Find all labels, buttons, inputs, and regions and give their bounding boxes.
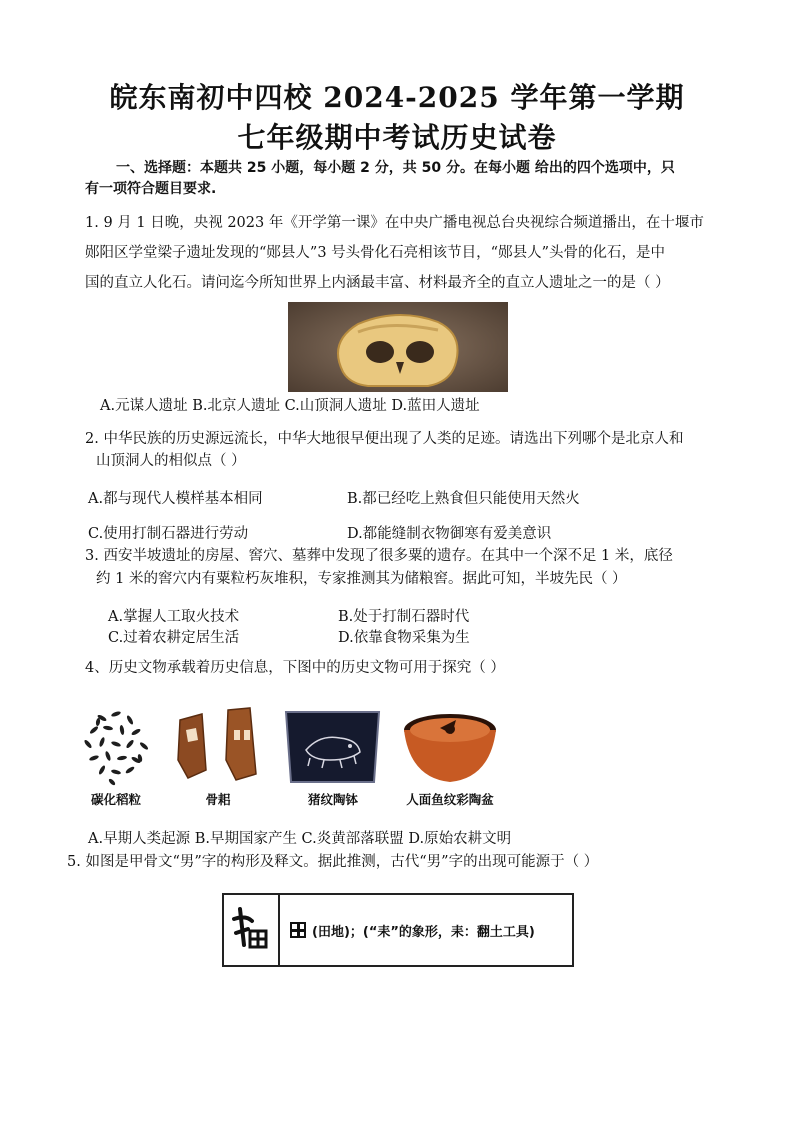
- q3-option-c: C.过着农耕定居生活: [108, 630, 240, 646]
- section-instruction-line1: 一、选择题：本题共 25 小题，每小题 2 分，共 50 分。在每小题 给出的四个选项中，只: [116, 160, 675, 176]
- q1-options: A.元谋人遗址 B.北京人遗址 C.山顶洞人遗址 D.蓝田人遗址: [100, 398, 480, 414]
- bone-spade-image: [172, 700, 264, 790]
- exam-title-line2: 七年级期中考试历史试卷: [237, 121, 557, 154]
- relic-caption-rice: 碳化稻粒: [90, 792, 141, 807]
- q2-option-c: C.使用打制石器进行劳动: [88, 526, 249, 542]
- q4-options: A.早期人类起源 B.早期国家产生 C.炎黄部落联盟 D.原始农耕文明: [88, 831, 512, 847]
- q2-option-b: B.都已经吃上熟食但只能使用天然火: [347, 491, 580, 507]
- oracle-nan-character-icon: [224, 895, 280, 965]
- pig-pattern-bowl-image: [280, 700, 385, 790]
- field-character-icon: [290, 922, 306, 938]
- q2-option-d: D.都能缝制衣物御寒有爱美意识: [347, 526, 552, 542]
- skull-fossil-photo: [288, 302, 508, 392]
- q2-stem-line2: 山顶洞人的相似点（ ）: [96, 453, 246, 469]
- exam-title-line1: 皖东南初中四校 2024-2025 学年第一学期: [109, 81, 685, 114]
- q4-stem: 4、历史文物承载着历史信息，下图中的历史文物可用于探究（ ）: [85, 660, 505, 676]
- relic-caption-pig-bowl: 猪纹陶钵: [307, 792, 358, 807]
- q1-stem-line1: 1. 9 月 1 日晚，央视 2023 年《开学第一课》在中央广播电视总台央视综合频道播出，在十堰市: [85, 215, 704, 231]
- q3-stem-line1: 3. 西安半坡遗址的房屋、窖穴、墓葬中发现了很多粟的遗存。在其中一个深不足 1 米，底径: [85, 548, 673, 564]
- q3-option-b: B.处于打制石器时代: [338, 609, 470, 625]
- relic-caption-painted-basin: 人面鱼纹彩陶盆: [406, 792, 494, 807]
- q2-option-a: A.都与现代人模样基本相同: [88, 491, 263, 507]
- q2-stem-line1: 2. 中华民族的历史源远流长，中华大地很早便出现了人类的足迹。请选出下列哪个是北京人和: [85, 431, 684, 447]
- q3-option-a: A.掌握人工取火技术: [108, 609, 240, 625]
- section-instruction-line2: 有一项符合题目要求.: [85, 181, 217, 197]
- relic-caption-bone-spade: 骨耜: [205, 792, 231, 807]
- q5-stem: 5. 如图是甲骨文“男”字的构形及释文。据此推测，古代“男”字的出现可能源于（ ）: [67, 854, 599, 870]
- painted-basin-image: [400, 700, 500, 790]
- oracle-explanation: (田地)；(“耒”的象形，耒：翻土工具): [312, 924, 535, 940]
- q1-stem-line2: 郧阳区学堂梁子遗址发现的“郧县人”3 号头骨化石亮相该节目，“郧县人”头骨的化石，是中: [85, 245, 665, 261]
- q1-stem-line3: 国的直立人化石。请问迄今所知世界上内涵最丰富、材料最齐全的直立人遗址之一的是（ ）: [85, 275, 670, 291]
- oracle-bone-figure: [222, 893, 574, 967]
- q3-option-d: D.依靠食物采集为生: [338, 630, 470, 646]
- q3-stem-line2: 约 1 米的窖穴内有粟粒朽灰堆积，专家推测其为储粮窖。据此可知，半坡先民（ ）: [96, 571, 627, 587]
- carbonized-rice-image: [72, 700, 160, 790]
